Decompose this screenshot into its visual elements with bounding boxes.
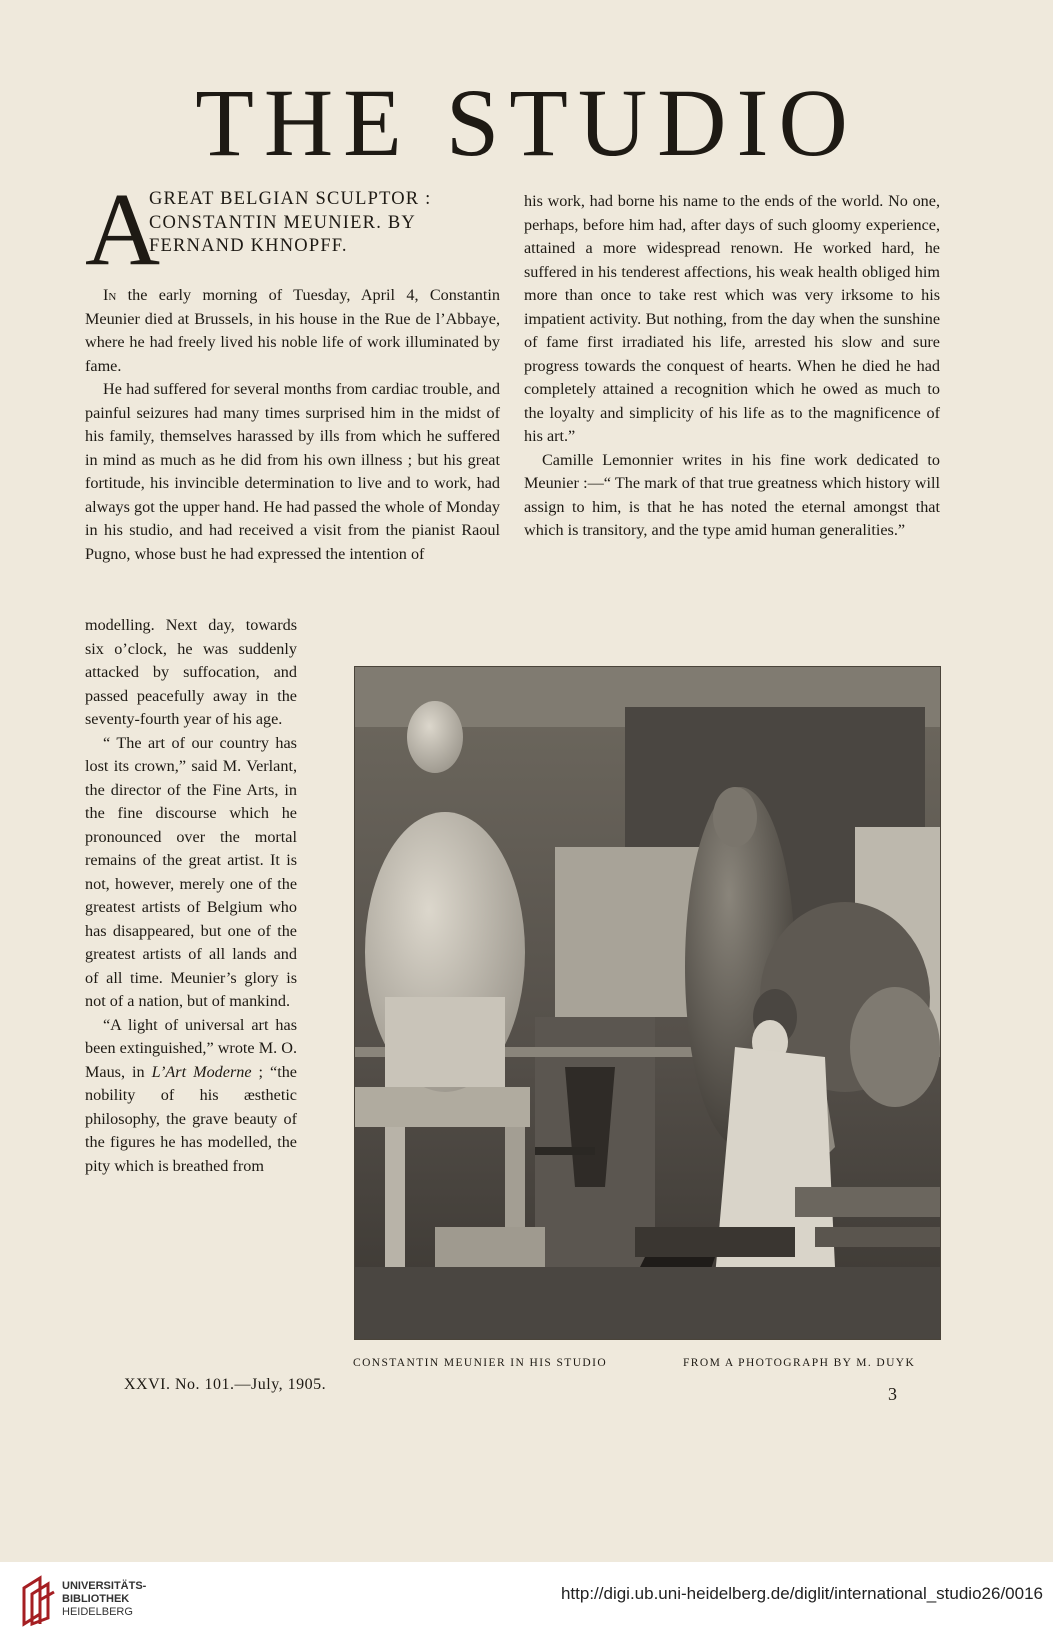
paragraph: Camille Lemonnier writes in his fine work dedicated to Meunier :—“ The mark of that true greatness which history will assign to him, is that he has noted the eternal amongst that which is transitory, and the type amid human generalities.” (524, 450, 940, 539)
right-column (524, 190, 940, 543)
paragraph (85, 1014, 297, 1179)
page-number: 3 (888, 1384, 897, 1404)
drop-cap: A (85, 172, 161, 287)
paragraph-text: the early morning of Tuesday, April 4, Constantin Meunier died at Brussels, in his house in the Rue de l’Abbaye, where he had freely lived his noble life of work illuminated by fame. (85, 286, 500, 375)
italic-title: L’Art Moderne (151, 1062, 252, 1081)
article-headline (85, 172, 500, 287)
headline-line: FERNAND KHNOPFF. (149, 236, 348, 256)
headline-text (149, 188, 499, 259)
paragraph: his work, had borne his name to the ends of the world. No one, perhaps, before him had, after days of such gloomy experience, attained a more widespread renown. He worked hard, he suffered in his tenderest affections, his weak health obliged him more than once to take rest which was very irksome to his impatient activity. But nothing, from the day when the sunshine of fame first irradiated his life, arrested his slow and sure progress towards the conquest of hearts. When he died he had completely attained a recognition which he owed as much to the loyalty and simplicity of his life as to the magnificence of his art.” (524, 192, 940, 445)
photo-image (355, 667, 940, 1339)
photo-credit: FROM A PHOTOGRAPH BY M. DUYK (683, 1357, 916, 1369)
paragraph (85, 284, 500, 378)
paragraph: modelling. Next day, towards six o’clock, he was suddenly attacked by suffocation, and passed peacefully away in the seventy-fourth year of his age. (85, 616, 297, 728)
library-name (62, 1580, 146, 1619)
studio-photograph (354, 666, 941, 1340)
library-name-line: UNIVERSITÄTS- (62, 1580, 147, 1592)
paragraph: “ The art of our country has lost its crown,” said M. Verlant, the director of the Fine Arts, in the fine discourse which he pronounced over the mortal remains of the great artist. It is not, however, merely one of the greatest artists of Belgium who has disappeared, but one of the greatest artists of all lands and of all time. Meunier’s glory is not of a nation, but of mankind. (85, 733, 297, 1010)
headline-line: CONSTANTIN MEUNIER. BY (149, 212, 416, 233)
journal-title: THE STUDIO (195, 69, 858, 176)
library-name-line: HEIDELBERG (62, 1606, 133, 1618)
narrow-column (85, 614, 297, 1178)
lead-word: In (103, 286, 117, 304)
paragraph: He had suffered for several months from cardiac trouble, and painful seizures had many times surprised him in the midst of his family, themselves harassed by ills from which he suffered in mind as much as he did from his own illness ; but his great fortitude, his invincible determination to live and to work, had always got the upper hand. He had passed the whole of Monday in his studio, and had received a visit from the pianist Raoul Pugno, whose bust he had expressed the intention of (85, 380, 500, 563)
library-name-line: BIBLIOTHEK (62, 1593, 130, 1605)
library-logo-icon (18, 1574, 58, 1628)
headline-line: GREAT BELGIAN SCULPTOR : (149, 189, 432, 209)
permalink-url[interactable]: http://digi.ub.uni-heidelberg.de/diglit/international_studio26/0016 (560, 1584, 1043, 1603)
paragraph-text: ; “the nobility of his æsthetic philosophy, the grave beauty of the figures he has modelled, the pity which is breathed from (85, 1062, 297, 1175)
paragraph-text: “A light of universal art has been extinguished,” wrote M. O. Maus, in (85, 1015, 297, 1081)
library-bar (0, 1562, 1053, 1640)
left-column (85, 284, 500, 566)
photo-caption: CONSTANTIN MEUNIER IN HIS STUDIO (353, 1357, 608, 1369)
issue-folio: XXVI. No. 101.—July, 1905. (124, 1376, 327, 1393)
